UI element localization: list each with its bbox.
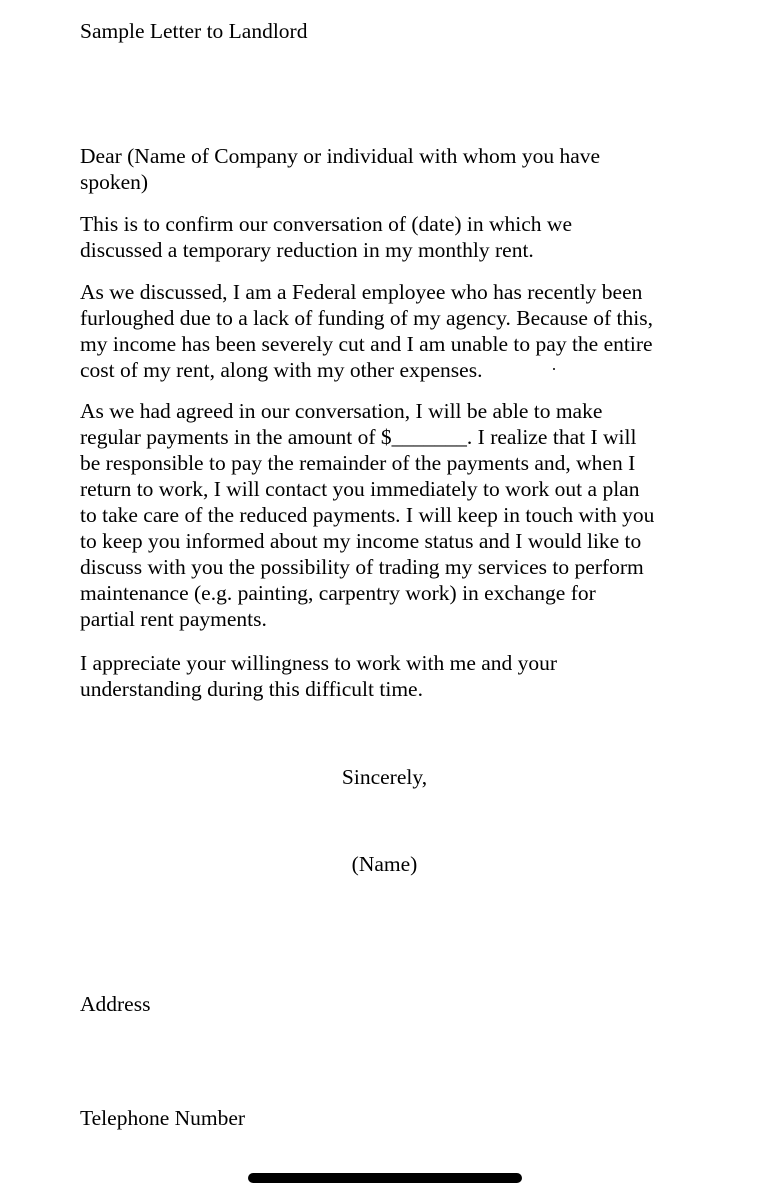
paragraph-line: discuss with you the possibility of trading my services to perform: [80, 555, 644, 579]
salutation: [80, 143, 600, 195]
paragraph-payment-plan: [80, 398, 654, 632]
paragraph-circumstances: [80, 279, 653, 383]
closing: Sincerely,: [341, 765, 428, 789]
paragraph-line: my income has been severely cut and I am unable to pay the entire: [80, 332, 653, 356]
paragraph-line: understanding during this difficult time.: [80, 677, 423, 701]
paragraph-appreciation: [80, 650, 557, 702]
paragraph-line: to keep you informed about my income status and I would like to: [80, 529, 642, 553]
paragraph-line: regular payments in the amount of $_______. I realize that I will: [80, 425, 637, 449]
paragraph-line: I appreciate your willingness to work with me and your: [80, 651, 558, 675]
paragraph-line: This is to confirm our conversation of (date) in which we: [80, 212, 572, 236]
stray-mark: [553, 368, 555, 370]
paragraph-line: cost of my rent, along with my other expenses.: [80, 358, 483, 382]
salutation-line: spoken): [80, 170, 149, 194]
paragraph-line: return to work, I will contact you immediately to work out a plan: [80, 477, 640, 501]
address-label: Address: [80, 992, 151, 1016]
signature-name: (Name): [351, 852, 418, 876]
paragraph-line: As we discussed, I am a Federal employee who has recently been: [80, 280, 643, 304]
document-title: Sample Letter to Landlord: [80, 19, 308, 43]
paragraph-line: partial rent payments.: [80, 607, 267, 631]
home-indicator[interactable]: [248, 1173, 522, 1183]
paragraph-line: discussed a temporary reduction in my monthly rent.: [80, 238, 534, 262]
paragraph-confirmation: [80, 211, 572, 263]
paragraph-line: maintenance (e.g. painting, carpentry work) in exchange for: [80, 581, 596, 605]
paragraph-line: As we had agreed in our conversation, I will be able to make: [80, 399, 603, 423]
paragraph-line: to take care of the reduced payments. I will keep in touch with you: [80, 503, 655, 527]
paragraph-line: furloughed due to a lack of funding of my agency. Because of this,: [80, 306, 653, 330]
telephone-label: Telephone Number: [80, 1106, 246, 1130]
salutation-line: Dear (Name of Company or individual with whom you have: [80, 144, 601, 168]
paragraph-line: be responsible to pay the remainder of the payments and, when I: [80, 451, 636, 475]
